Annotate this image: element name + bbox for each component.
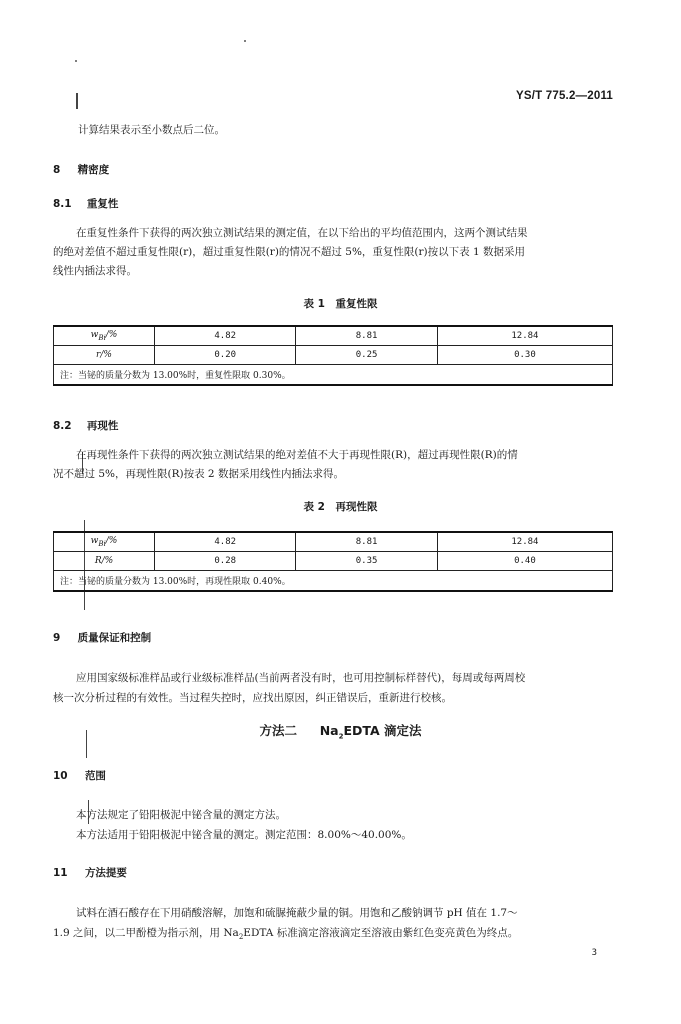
section-10-heading (53, 768, 106, 783)
table-cell: 8.81 (296, 532, 437, 552)
text-segment: 1.9 之间，以二甲酚橙为指示剂，用 Na (53, 927, 239, 939)
standard-number: YS/T 775.2—2011 (516, 90, 613, 102)
section-title: 方法提要 (84, 867, 127, 879)
table-cell: 12.84 (437, 326, 612, 346)
table-cell: 0.40 (437, 552, 612, 571)
section-number: 8.1 (53, 198, 72, 210)
table-2-row-2-label: R/% (54, 552, 155, 571)
section-title: 再现性 (86, 420, 119, 432)
table-2-note: 注：当铋的质量分数为 13.00%时，再现性限取 0.40%。 (54, 571, 613, 592)
table-cell: 4.82 (155, 532, 296, 552)
method-title-suffix: EDTA 滴定法 (343, 723, 422, 738)
table-1-row-1-label: $w_{Bi}/\%$ (54, 326, 155, 346)
table-1-caption: 表 1 重复性限 (303, 298, 378, 310)
section-title: 重复性 (86, 198, 119, 210)
table-2-reproducibility (53, 531, 613, 592)
table-1-repeatability (53, 325, 613, 386)
table-cell: 8.81 (296, 326, 437, 346)
table-row (54, 552, 613, 571)
table-2-row-1-label: $w_{Bi}/\%$ (54, 532, 155, 552)
table-cell: 0.25 (296, 346, 437, 365)
section-9-para-line-2: 核一次分析过程的有效性。当过程失控时，应找出原因，纠正错误后，重新进行校核。 (53, 692, 452, 704)
section-8-2-para-line-1: 在再现性条件下获得的两次独立测试结果的绝对差值不大于再现性限(R)，超过再现性限(R)的情 (76, 449, 518, 461)
section-10-line-1: 本方法规定了铅阳极泥中铋含量的测定方法。 (76, 809, 286, 821)
section-8-heading (53, 162, 109, 177)
table-cell: 0.28 (155, 552, 296, 571)
table-cell: 0.35 (296, 552, 437, 571)
section-number: 9 (53, 632, 61, 644)
scan-artifact-dot (244, 40, 246, 42)
section-8-2-para-line-2: 况不超过 5%，再现性限(R)按表 2 数据采用线性内插法求得。 (53, 468, 344, 480)
table-cell: 4.82 (155, 326, 296, 346)
section-number: 11 (53, 867, 68, 879)
table-row (54, 532, 613, 552)
section-8-1-para-line-2: 的绝对差值不超过重复性限(r)，超过重复性限(r)的情况不超过 5%，重复性限(r)按以下表 1 数据采用 (53, 246, 525, 258)
section-11-heading (53, 865, 127, 880)
intro-line: 计算结果表示至小数点后二位。 (78, 124, 225, 136)
table-row (54, 326, 613, 346)
method-two-title (0, 721, 681, 741)
scan-artifact-dot (75, 60, 77, 62)
section-8-1-para-line-1: 在重复性条件下获得的两次独立测试结果的测定值，在以下给出的平均值范围内，这两个测试结果 (76, 227, 528, 239)
section-number: 10 (53, 770, 68, 782)
table-row (54, 346, 613, 365)
section-9-para-line-1: 应用国家级标准样品或行业级标准样品(当前两者没有时，也可用控制标样替代)，每周或每两周校 (76, 672, 526, 684)
method-title-subscript: 2 (338, 732, 344, 741)
section-number: 8 (53, 164, 61, 176)
scan-artifact-mark (76, 93, 78, 109)
table-2-caption: 表 2 再现性限 (303, 501, 378, 513)
page-number: 3 (591, 948, 597, 958)
section-title: 范围 (84, 770, 106, 782)
table-1-note: 注：当铋的质量分数为 13.00%时，重复性限取 0.30%。 (54, 365, 613, 386)
method-title-prefix: 方法二 (259, 723, 297, 738)
section-8-1-para-line-3: 线性内插法求得。 (53, 265, 137, 277)
text-subscript: 2 (238, 933, 244, 942)
section-8-2-heading (53, 418, 118, 433)
section-title: 质量保证和控制 (77, 632, 152, 644)
table-cell: 12.84 (437, 532, 612, 552)
table-cell: 0.30 (437, 346, 612, 365)
method-title-formula: Na (319, 723, 339, 738)
section-11-para-line-1: 试料在酒石酸存在下用硝酸溶解，加饱和硫脲掩蔽少量的铜。用饱和乙酸钠调节 pH 值在 1.7～ (76, 907, 518, 919)
section-title: 精密度 (77, 164, 110, 176)
text-segment: EDTA 标准滴定溶液滴定至溶液由紫红色变亮黄色为终点。 (243, 927, 519, 939)
table-row (54, 365, 613, 386)
section-8-1-heading (53, 196, 118, 211)
section-10-line-2: 本方法适用于铅阳极泥中铋含量的测定。测定范围：8.00%～40.00%。 (76, 829, 412, 841)
table-cell: 0.20 (155, 346, 296, 365)
table-row (54, 571, 613, 592)
section-11-para-line-2 (53, 924, 518, 947)
section-9-heading (53, 630, 151, 645)
table-1-row-2-label: r/% (54, 346, 155, 365)
section-number: 8.2 (53, 420, 72, 432)
